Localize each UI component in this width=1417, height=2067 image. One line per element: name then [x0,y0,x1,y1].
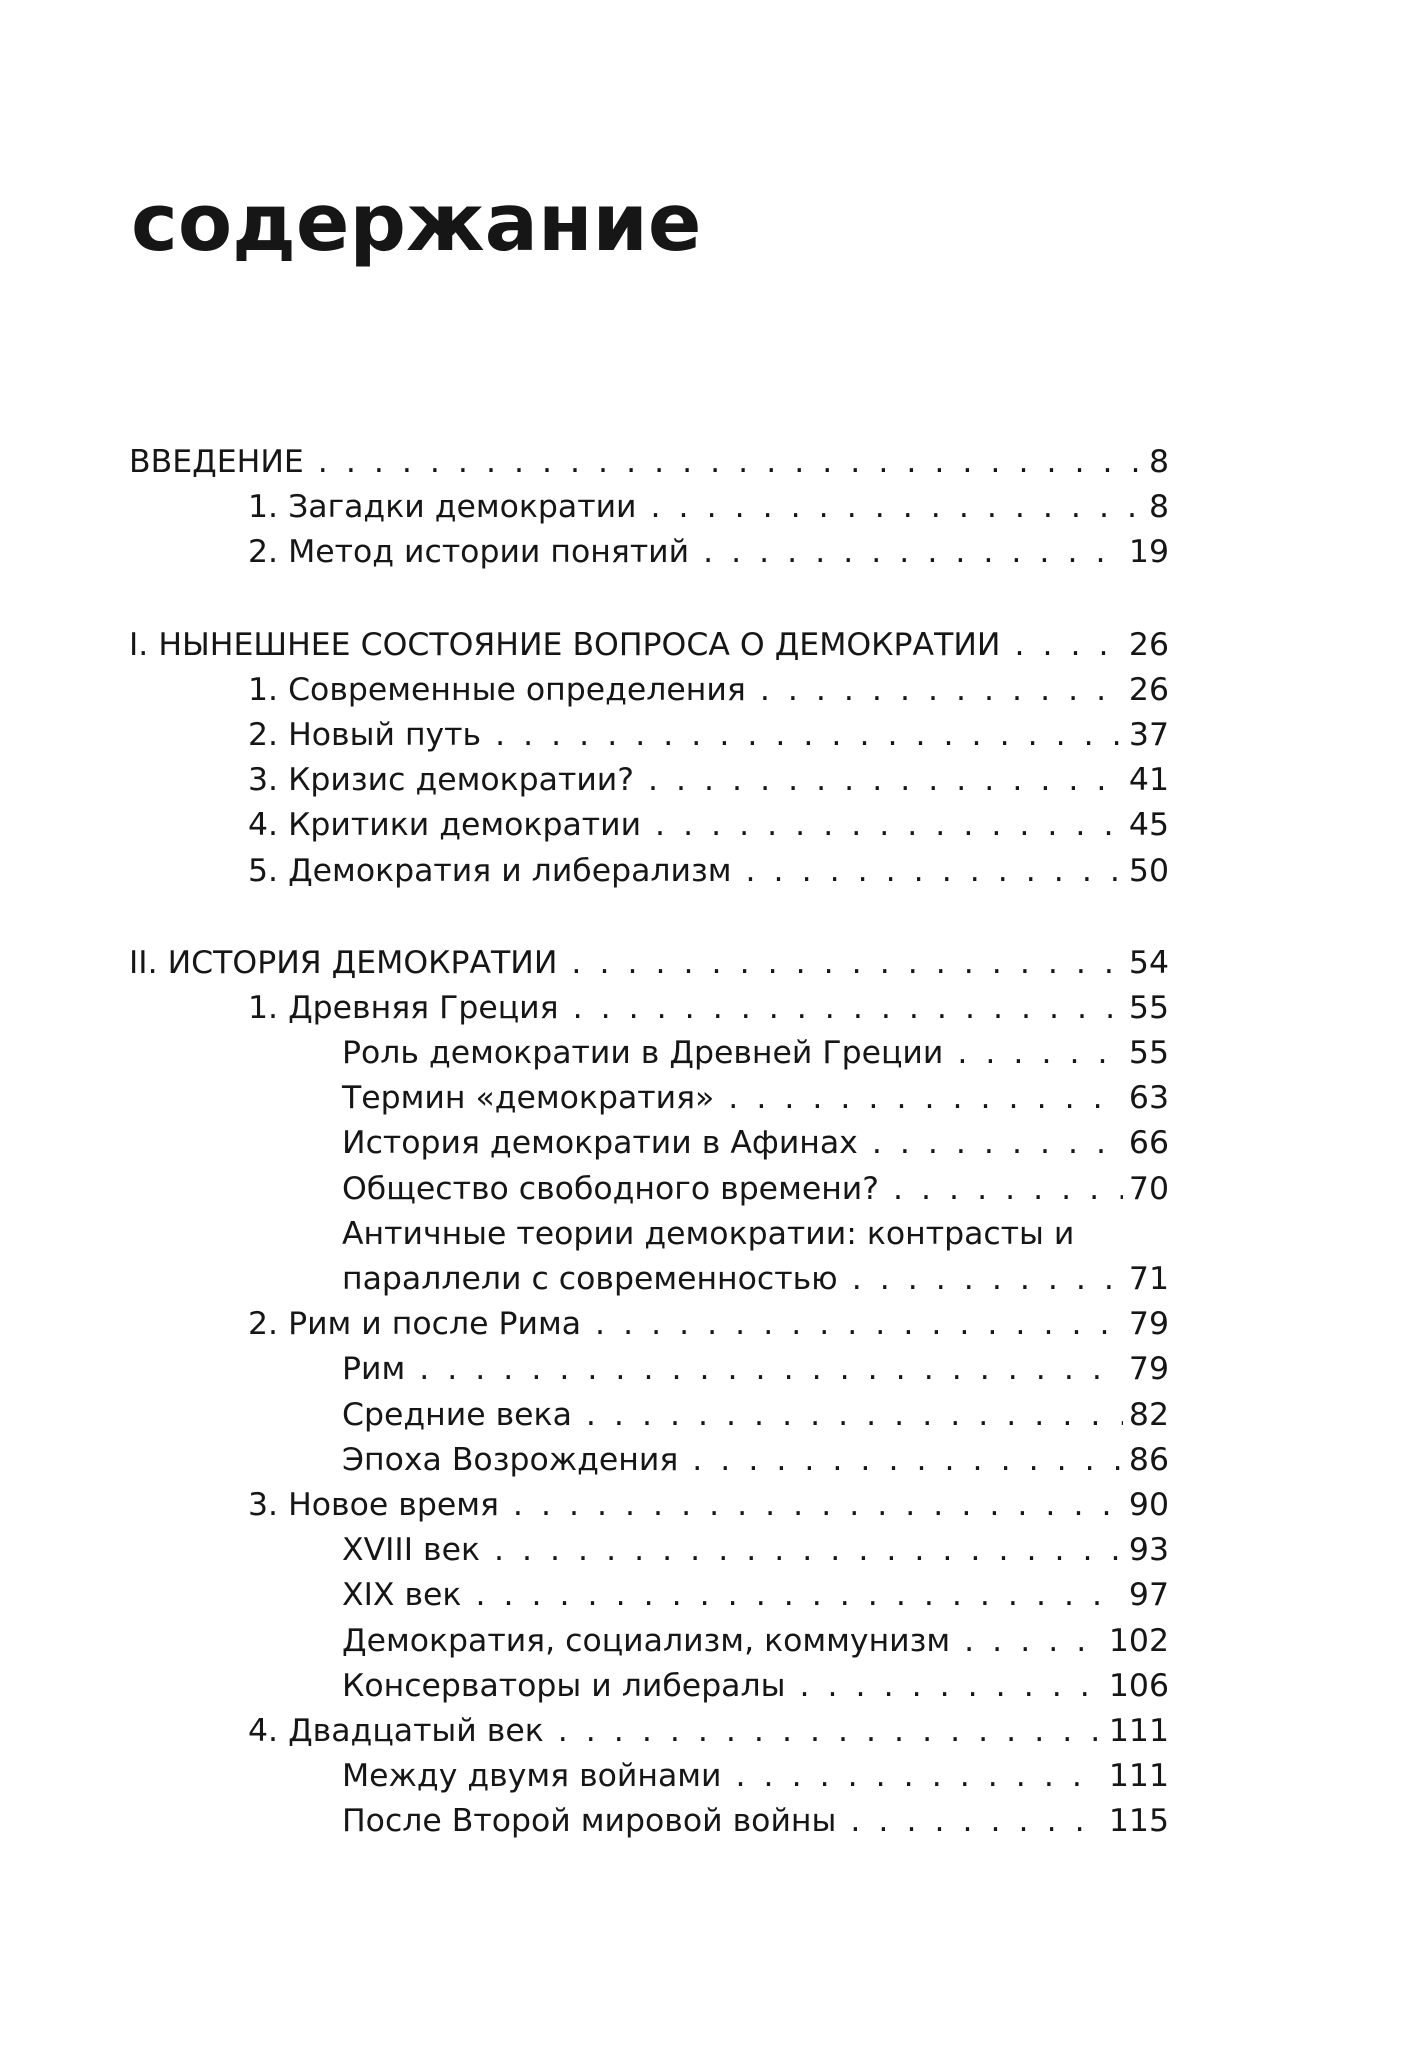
dot-leader [494,1528,1123,1573]
dot-leader [703,530,1123,575]
toc-entry-title: Демократия, социализм, коммунизм [342,1622,951,1659]
toc-entry-title: XIX век [342,1577,462,1614]
dot-leader [655,803,1123,848]
toc-page-number: 111 [1108,1758,1169,1795]
toc-chapter [129,941,1169,986]
toc-page-number: 55 [1128,1035,1169,1072]
dot-leader [728,1076,1123,1121]
toc-page-number: 86 [1128,1441,1169,1478]
toc-entry-title: Общество свободного времени? [342,1170,879,1207]
table-of-contents [129,440,1169,1844]
toc-section-entry [129,713,1169,758]
dot-leader [573,986,1123,1031]
toc-page-number: 79 [1128,1306,1169,1343]
toc-section-entry [129,668,1169,713]
toc-chapter [129,440,1169,485]
toc-subsection-entry [129,1393,1169,1438]
toc-section-entry [129,1302,1169,1347]
dot-leader [586,1393,1123,1438]
toc-page-number: 37 [1128,716,1169,753]
toc-entry-title: параллели с современностью [342,1261,838,1297]
toc-section-entry [129,986,1169,1031]
toc-section [129,623,1169,894]
toc-entry-title: Рим [342,1351,406,1388]
toc-subsection-entry [129,1619,1169,1664]
dot-leader [852,1257,1123,1302]
dot-leader [475,1573,1122,1618]
toc-page-number: 55 [1128,989,1169,1026]
toc-section-entry [129,530,1169,575]
toc-page-number: 26 [1128,671,1169,708]
toc-page-number: 26 [1128,626,1169,663]
toc-section-entry [129,1709,1169,1754]
dot-leader [736,1754,1103,1799]
toc-subsection-entry [129,1573,1169,1618]
toc-page-number: 71 [1128,1261,1169,1297]
toc-page-number: 8 [1148,444,1169,480]
toc-entry-title: 1. Современные определения [248,671,746,708]
section-gap [129,894,1169,941]
toc-subsection-entry [129,1212,1169,1257]
toc-entry-title: 5. Демократия и либерализм [248,852,732,889]
toc-entry-title: 3. Новое время [248,1486,499,1523]
toc-page-number: 66 [1128,1125,1169,1162]
toc-section-entry [129,485,1169,530]
toc-entry-title: 2. Новый путь [248,716,482,753]
toc-page-number: 54 [1128,944,1169,981]
toc-subsection-entry [129,1438,1169,1483]
toc-page-number: 41 [1128,762,1169,799]
section-gap [129,576,1169,623]
toc-section-entry [129,758,1169,803]
toc-page-number: 50 [1128,852,1169,889]
toc-page-number: 82 [1128,1396,1169,1433]
toc-section [129,941,1169,1845]
toc-page-number: 79 [1128,1351,1169,1388]
dot-leader [595,1302,1123,1347]
toc-entry-title: Средние века [342,1396,572,1433]
toc-section-entry [129,803,1169,848]
toc-entry-title: 3. Кризис демократии? [248,762,634,799]
toc-subsection-entry [129,1167,1169,1212]
toc-page-number: 70 [1128,1170,1169,1207]
toc-section-entry [129,1483,1169,1528]
dot-leader [318,440,1143,485]
toc-page-number: 115 [1108,1803,1169,1840]
toc-entry-title: Между двумя войнами [342,1758,722,1795]
toc-page-number: 19 [1128,534,1169,571]
toc-entry-title: Античные теории демократии: контрасты и [342,1215,1075,1252]
dot-leader [495,713,1123,758]
toc-subsection-entry [129,1754,1169,1799]
toc-subsection-entry [129,1121,1169,1166]
toc-page-number: 8 [1148,489,1169,526]
dot-leader [651,485,1143,530]
dot-leader [692,1438,1123,1483]
toc-entry-title: 4. Критики демократии [248,807,642,844]
toc-page-number: 93 [1128,1532,1169,1569]
toc-entry-title: 2. Рим и после Рима [248,1306,582,1343]
toc-entry-title: ВВЕДЕНИЕ [129,444,304,480]
toc-page-number: 63 [1128,1080,1169,1117]
dot-leader [419,1347,1123,1392]
toc-page-number: 106 [1108,1667,1169,1704]
toc-subsection-entry [129,1031,1169,1076]
dot-leader [850,1799,1102,1844]
toc-subsection-entry [129,1528,1169,1573]
toc-chapter [129,623,1169,668]
toc-entry-title: История демократии в Афинах [342,1125,858,1162]
page-title: содержание [131,177,702,269]
toc-entry-title: После Второй мировой войны [342,1803,837,1840]
dot-leader [760,668,1123,713]
dot-leader [1014,623,1122,668]
toc-entry-title: 1. Древняя Греция [248,989,559,1026]
toc-entry-title: 4. Двадцатый век [248,1712,544,1749]
dot-leader [964,1619,1103,1664]
toc-section [129,440,1169,576]
dot-leader [800,1664,1103,1709]
toc-page-number: 111 [1108,1712,1169,1749]
toc-page-number: 102 [1108,1622,1169,1659]
dot-leader [746,849,1123,894]
toc-subsection-entry [129,1347,1169,1392]
dot-leader [957,1031,1123,1076]
toc-entry-title: I. НЫНЕШНЕЕ СОСТОЯНИЕ ВОПРОСА О ДЕМОКРАТИИ [129,626,1001,663]
toc-entry-title: Консерваторы и либералы [342,1667,786,1704]
toc-entry-title: 2. Метод истории понятий [248,534,690,571]
dot-leader [893,1167,1123,1212]
toc-subsection-entry [129,1076,1169,1121]
toc-section-entry [129,849,1169,894]
toc-subsection-entry [129,1664,1169,1709]
toc-entry-title: Эпоха Возрождения [342,1441,679,1478]
toc-entry-title: Термин «демократия» [342,1080,715,1117]
toc-page-number: 97 [1128,1577,1169,1614]
dot-leader [571,941,1122,986]
dot-leader [558,1709,1103,1754]
toc-subsection-entry [129,1799,1169,1844]
toc-entry-title: XVIII век [342,1532,480,1569]
toc-entry-title: 1. Загадки демократии [248,489,637,526]
toc-entry-title: Роль демократии в Древней Греции [342,1035,944,1072]
toc-entry-title: II. ИСТОРИЯ ДЕМОКРАТИИ [129,944,558,981]
toc-page-number: 90 [1128,1486,1169,1523]
dot-leader [648,758,1123,803]
dot-leader [872,1121,1123,1166]
toc-subsection-entry [129,1257,1169,1302]
toc-page-number: 45 [1128,807,1169,844]
dot-leader [513,1483,1123,1528]
